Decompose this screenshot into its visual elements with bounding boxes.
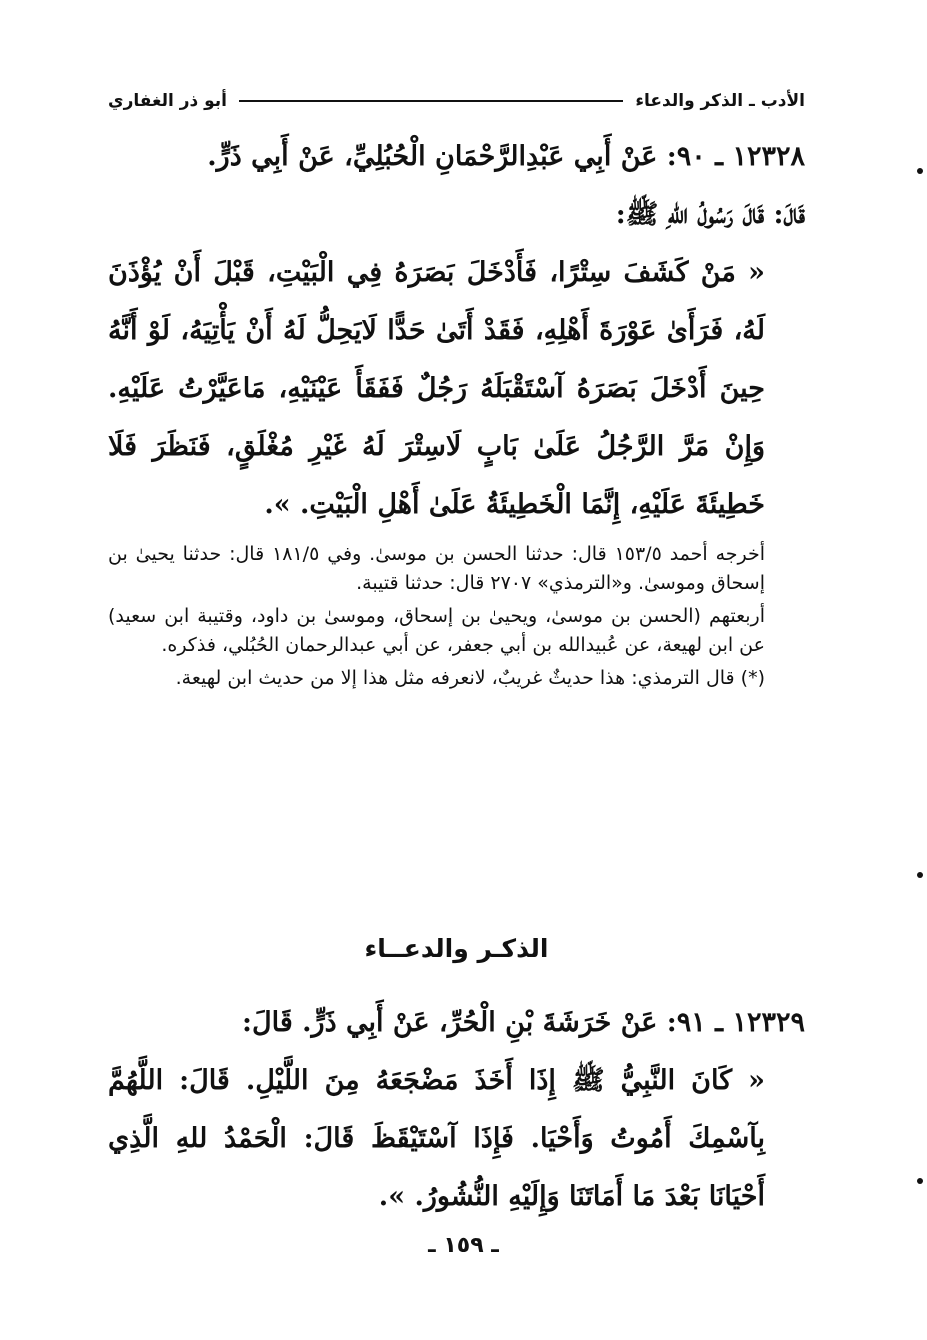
section-heading: الذكـر والدعــاء [364,934,549,963]
margin-dot [917,872,923,878]
hadith-12328-matn: « مَنْ كَشَفَ سِتْرًا، فَأَدْخَلَ بَصَرَهُ فِي الْبَيْتِ، قَبْلَ أَنْ يُؤْذَنَ لَهُ، فَرَأَىٰ عَوْرَةَ أَهْلِهِ، فَقَدْ أَتَىٰ حَدًّا لَايَحِلُّ لَهُ أَنْ يَأْتِيَهُ، لَوْ أَنَّهُ حِينَ أَدْخَلَ بَصَرَهُ آسْتَقْبَلَهُ رَجُلٌ فَفَقَأَ عَيْنَيْهِ، مَاعَيَّرْتُ عَلَيْهِ. وَإِنْ مَرَّ الرَّجُلُ عَلَىٰ بَابٍ لَاسِتْرَ لَهُ غَيْرِ مُغْلَقٍ، فَنَظَرَ فَلَا خَطِيئَةَ عَلَيْهِ، إِنَّمَا الْخَطِيئَةُ عَلَىٰ أَهْلِ الْبَيْتِ. ». [108,257,765,520]
header-author: أبو ذر الغفاري [108,91,228,111]
hadith-12328-isnad: ١٢٣٢٨ ـ ٩٠: عَنْ أَبِي عَبْدِالرَّحْمَانِ الْحُبُلِيِّ، عَنْ أَبِي ذَرٍّ. [207,141,805,172]
hadith-12328-intro: قَالَ: قَالَ رَسُولُ اللهِ ﷺ: [615,199,805,230]
hadith-12328 [108,128,805,534]
hadith-12329-matn: « كَانَ النَّبِيُّ ﷺ إِذَا أَخَذَ مَضْجَعَهُ مِنَ اللَّيْلِ. قَالَ: اللَّهُمَّ بِآسْمِكَ أَمُوتُ وَأَحْيَا. فَإِذَا آسْتَيْقَظَ قَالَ: الْحَمْدُ للهِ الَّذِي أَحْيَانَا بَعْدَ مَا أَمَاتَنَا وَإِلَيْهِ النُّشُورُ. ». [108,1065,765,1212]
page-number: ـ ١٥٩ ـ [428,1233,499,1258]
margin-dot [917,168,923,174]
takhrij-paragraph: (*) قال الترمذي: هذا حديثٌ غريبٌ، لانعرفه مثل هذا إلا من حديث ابن لهيعة. [175,667,765,689]
header-rule [239,100,623,102]
takhrij-notes [108,540,805,697]
running-header [108,86,805,116]
takhrij-paragraph: أربعتهم (الحسن بن موسىٰ، ويحيىٰ بن إسحاق، وموسىٰ بن داود، وقتيبة ابن سعيد) عن ابن لهيعة، عن عُبيدالله بن أبي جعفر، عن أبي عبدالرحمان الحُبُلي، فذكره. [108,605,765,656]
hadith-12329-isnad: ١٢٣٢٩ ـ ٩١: عَنْ خَرَشَةَ بْنِ الْحُرِّ، عَنْ أَبِي ذَرٍّ. قَالَ: [242,1007,805,1038]
header-section-title: الأدب ـ الذكر والدعاء [635,91,805,111]
margin-dot [917,1178,923,1184]
takhrij-paragraph: أخرجه أحمد ١٥٣/٥ قال: حدثنا الحسن بن موسىٰ. وفي ١٨١/٥ قال: حدثنا يحيىٰ بن إسحاق وموسىٰ. و«الترمذي» ٢٧٠٧ قال: حدثنا قتيبة. [108,543,766,594]
hadith-12329 [108,994,805,1226]
